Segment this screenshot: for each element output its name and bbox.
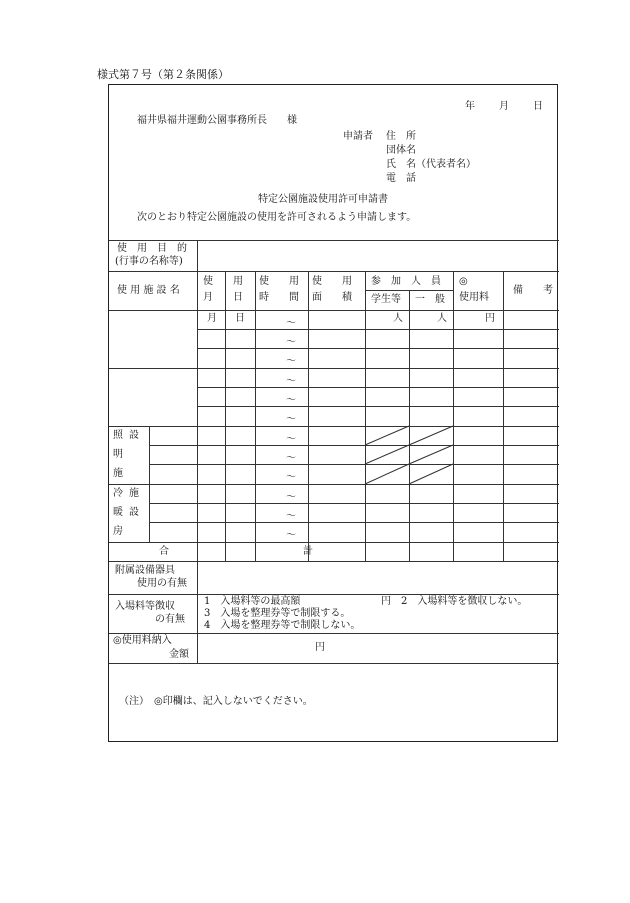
date-day: 日 bbox=[533, 101, 543, 112]
column-rule bbox=[255, 271, 256, 561]
column-rule bbox=[197, 240, 198, 663]
purpose-label-sub: (行事の名称等) bbox=[115, 256, 183, 267]
lighting-char: 明 bbox=[113, 449, 123, 460]
header-fee: 使用料 bbox=[459, 292, 489, 303]
column-rule bbox=[365, 271, 366, 561]
applicant-group: 団体名 bbox=[386, 145, 416, 156]
rule bbox=[197, 406, 559, 407]
form-number: 様式第７号（第２条関係） bbox=[97, 68, 229, 81]
admission-label-sub: の有無 bbox=[155, 614, 185, 625]
lighting-char: 照 bbox=[113, 430, 123, 441]
time-separator: ～ bbox=[286, 511, 296, 522]
time-separator: ～ bbox=[286, 434, 296, 445]
applicant-name: 氏 名（代表者名） bbox=[386, 159, 476, 170]
column-rule bbox=[225, 271, 226, 561]
rule bbox=[109, 310, 559, 311]
payment-unit: 円 bbox=[315, 642, 325, 653]
header-participants: 参 加 人 員 bbox=[371, 276, 441, 287]
hvac-char: 施 bbox=[129, 488, 139, 499]
header-date-2: 月 日 bbox=[203, 292, 243, 303]
rule bbox=[109, 271, 559, 272]
hvac-char: 暖 bbox=[113, 507, 123, 518]
rule bbox=[197, 329, 559, 330]
rule bbox=[149, 464, 559, 465]
column-rule bbox=[149, 426, 150, 542]
lighting-char: 設 bbox=[129, 430, 139, 441]
date-year: 年 bbox=[465, 101, 475, 112]
rule bbox=[149, 445, 559, 446]
time-separator: ～ bbox=[286, 453, 296, 464]
rule bbox=[109, 484, 559, 485]
equipment-label: 附属設備器具 bbox=[115, 565, 175, 576]
unit-person-students: 人 bbox=[393, 313, 403, 324]
admission-option-3: 3 入場を整理券等で制限する。 bbox=[204, 608, 351, 619]
equipment-label-sub: 使用の有無 bbox=[137, 578, 187, 589]
header-area-1: 使 用 bbox=[312, 276, 352, 287]
addressee: 福井県福井運動公園事務所長 様 bbox=[137, 115, 297, 126]
time-separator: ～ bbox=[286, 414, 296, 425]
rule bbox=[109, 542, 559, 543]
rule bbox=[197, 348, 559, 349]
lighting-slashes bbox=[109, 85, 559, 743]
total-left: 合 bbox=[159, 546, 169, 557]
column-rule bbox=[503, 271, 504, 561]
payment-label: ◎使用料納入 bbox=[113, 635, 172, 646]
note: （注） ◎印欄は、記入しないでください。 bbox=[119, 696, 313, 707]
time-separator: ～ bbox=[286, 376, 296, 387]
purpose-label: 使 用 目 的 bbox=[117, 243, 187, 254]
rule bbox=[109, 594, 559, 595]
column-rule bbox=[453, 271, 454, 561]
form-title: 特定公園施設使用許可申請書 bbox=[258, 194, 388, 205]
header-remarks: 備 考 bbox=[513, 285, 553, 296]
rule bbox=[149, 503, 559, 504]
time-separator: ～ bbox=[286, 472, 296, 483]
date-month: 月 bbox=[499, 101, 509, 112]
hvac-char: 房 bbox=[113, 526, 123, 537]
application-form bbox=[108, 84, 558, 742]
header-general: 一 般 bbox=[415, 294, 445, 305]
time-separator: ～ bbox=[286, 492, 296, 503]
rule bbox=[109, 633, 559, 634]
admission-option-2: 円 2 入場料等を徴収しない。 bbox=[381, 596, 528, 607]
applicant-phone: 電 話 bbox=[386, 173, 416, 184]
unit-month: 月 bbox=[207, 313, 217, 324]
intro-text: 次のとおり特定公園施設の使用を許可されるよう申請します。 bbox=[137, 212, 417, 223]
lighting-char: 施 bbox=[113, 468, 123, 479]
rule bbox=[109, 368, 559, 369]
admission-label: 入場料等徴収 bbox=[115, 601, 175, 612]
unit-person-general: 人 bbox=[437, 313, 447, 324]
total-right: 計 bbox=[303, 546, 313, 557]
applicant-label: 申請者 bbox=[343, 131, 373, 142]
time-separator: ～ bbox=[286, 337, 296, 348]
column-rule bbox=[409, 290, 410, 561]
unit-day: 日 bbox=[235, 313, 245, 324]
purpose-field[interactable] bbox=[198, 241, 558, 270]
hvac-char: 冷 bbox=[113, 488, 123, 499]
time-separator: ～ bbox=[286, 356, 296, 367]
header-date-1: 使 用 bbox=[203, 276, 243, 287]
unit-yen: 円 bbox=[485, 313, 495, 324]
header-students: 学生等 bbox=[371, 294, 401, 305]
rule bbox=[149, 522, 559, 523]
header-facility: 使 用 施 設 名 bbox=[117, 285, 180, 296]
header-time-1: 使 用 bbox=[259, 276, 299, 287]
hvac-char: 設 bbox=[129, 507, 139, 518]
time-separator: ～ bbox=[286, 318, 296, 329]
rule bbox=[109, 663, 559, 664]
header-fee-mark: ◎ bbox=[459, 276, 468, 287]
column-rule bbox=[308, 271, 309, 561]
rule bbox=[109, 426, 559, 427]
header-area-2: 面 積 bbox=[312, 292, 352, 303]
time-separator: ～ bbox=[286, 530, 296, 541]
header-time-2: 時 間 bbox=[259, 292, 299, 303]
time-separator: ～ bbox=[286, 395, 296, 406]
admission-option-4: 4 入場を整理券等で制限しない。 bbox=[204, 620, 361, 631]
rule bbox=[197, 387, 559, 388]
applicant-address: 住 所 bbox=[386, 131, 416, 142]
payment-label-sub: 金額 bbox=[169, 649, 189, 660]
equipment-field[interactable] bbox=[198, 562, 558, 593]
admission-option-1: 1 入場料等の最高額 bbox=[204, 596, 301, 607]
